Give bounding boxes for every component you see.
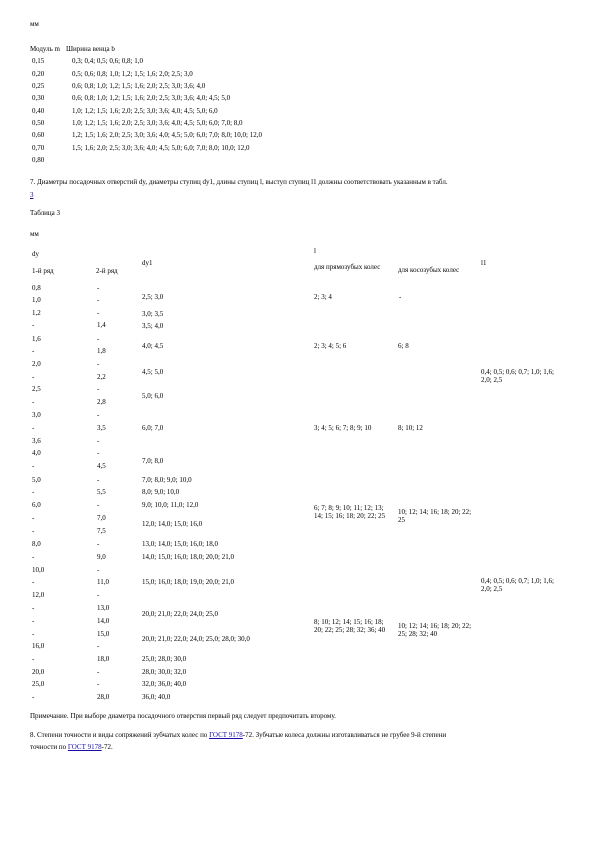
cell-dy-row2: 1,8: [97, 347, 106, 355]
cell-dy-row2: -: [97, 284, 100, 292]
cell-l1: 0,4; 0,5; 0,6; 0,7; 1,0; 1,6; 2,0; 2,5: [481, 368, 554, 385]
paragraph-7-text: 7. Диаметры посадочных отверстий dy, диаметры ступиц dy1, длины ступиц l, выступ ступиц l1 должны соответствовать указанным в табл.: [30, 178, 448, 186]
cell-dy-row2: -: [97, 566, 100, 574]
cell-dy1: 8,0; 9,0; 10,0: [142, 488, 180, 496]
paragraph-8-line1: [30, 731, 446, 739]
cell-dy1: 32,0; 36,0; 40,0: [142, 680, 187, 688]
table-cell-widths: 1,5; 1,6; 2,0; 2,5; 3,0; 3,6; 4,0; 4,5; 5,0; 6,0; 7,0; 8,0; 10,0; 12,0: [72, 144, 250, 152]
cell-dy-row2: 14,0: [97, 617, 110, 625]
paragraph-7: [30, 178, 448, 186]
cell-l-helical: 6; 8: [398, 342, 409, 350]
header-dy1: dy1: [142, 259, 153, 267]
cell-dy-row2: -: [97, 680, 100, 688]
cell-dy-row1: 5,0: [32, 476, 41, 484]
table-cell-widths: 0,3; 0,4; 0,5; 0,6; 0,8; 1,0: [72, 57, 143, 65]
table-cell-module: 0,15: [32, 57, 45, 65]
cell-l1: 0,4; 0,5; 0,6; 0,7; 1,0; 1,6; 2,0; 2,5: [481, 577, 554, 594]
cell-dy-row1: 1,2: [32, 309, 41, 317]
cell-dy-row1: 3,6: [32, 437, 41, 445]
cell-dy-row1: 8,0: [32, 540, 41, 548]
cell-dy-row1: -: [32, 398, 35, 406]
cell-dy-row1: -: [32, 424, 35, 432]
cell-dy-row1: -: [32, 488, 35, 496]
table-cell-widths: 0,6; 0,8; 1,0; 1,2; 1,5; 1,6; 2,0; 2,5; 3,0; 3,6; 4,0: [72, 82, 206, 90]
cell-dy-row2: -: [97, 411, 100, 419]
cell-dy-row2: 7,0: [97, 514, 106, 522]
cell-dy-row1: -: [32, 321, 35, 329]
table-note: Примечание. При выборе диаметра посадочного отверстия первый ряд следует предпочитать второму.: [30, 712, 336, 720]
cell-dy1: 25,0; 28,0; 30,0: [142, 655, 187, 663]
cell-dy-row2: -: [97, 501, 100, 509]
cell-dy1: 6,0; 7,0: [142, 424, 164, 432]
cell-dy1: 3,5; 4,0: [142, 322, 164, 330]
cell-dy-row2: -: [97, 335, 100, 343]
unit-label: мм: [30, 230, 39, 238]
table-3-link[interactable]: 3: [30, 191, 34, 199]
cell-dy-row1: 3,0: [32, 411, 41, 419]
table-cell-widths: 1,2; 1,5; 1,6; 2,0; 2,5; 3,0; 3,6; 4,0; 4,5; 5,0; 6,0; 7,0; 8,0; 10,0; 12,0: [72, 131, 262, 139]
cell-dy-row1: -: [32, 514, 35, 522]
cell-dy-row2: 11,0: [97, 578, 109, 586]
cell-dy-row2: 13,0: [97, 604, 110, 612]
cell-dy1: 12,0; 14,0; 15,0; 16,0: [142, 520, 203, 528]
cell-dy-row1: 12,0: [32, 591, 45, 599]
paragraph-8-text: точности по: [30, 743, 68, 751]
header-row2: 2-й ряд: [96, 267, 118, 275]
paragraph-8-line2: [30, 743, 113, 751]
gost-link[interactable]: ГОСТ 9178: [67, 743, 102, 751]
cell-dy-row2: 15,0: [97, 630, 110, 638]
cell-dy-row1: -: [32, 527, 35, 535]
cell-dy-row2: 7,5: [97, 527, 106, 535]
cell-dy-row1: 4,0: [32, 449, 41, 457]
table-cell-widths: 1,0; 1,2; 1,5; 1,6; 2,0; 2,5; 3,0; 3,6; 4,0; 4,5; 5,0; 6,0; 7,0; 8,0: [72, 119, 243, 127]
cell-dy-row2: -: [97, 642, 100, 650]
cell-dy-row2: 3,5: [97, 424, 106, 432]
header-l-spur: для прямозубых колес: [314, 263, 381, 271]
table-cell-module: 0,30: [32, 94, 45, 102]
table-header-width: Ширина венца b: [66, 45, 115, 53]
cell-dy-row2: 2,8: [97, 398, 106, 406]
cell-dy-row2: -: [97, 591, 100, 599]
table-cell-module: 0,70: [32, 144, 45, 152]
table-title: Таблица 3: [30, 209, 60, 217]
cell-dy-row1: 6,0: [32, 501, 41, 509]
table-cell-widths: 1,0; 1,2; 1,5; 1,6; 2,0; 2,5; 3,0; 3,6; 4,0; 4,5; 5,0; 6,0: [72, 107, 218, 115]
cell-l-spur: 6; 7; 8; 9; 10; 11; 12; 13; 14; 15; 16; 18; 20; 22; 25: [314, 504, 386, 521]
header-l: l: [314, 247, 316, 255]
cell-dy1: 7,0; 8,0: [142, 457, 164, 465]
header-l1: l1: [481, 259, 487, 267]
table-cell-module: 0,50: [32, 119, 45, 127]
cell-dy-row2: 2,2: [97, 373, 106, 381]
cell-l-helical: 10; 12; 14; 16; 18; 20; 22; 25; 28; 32; 40: [398, 622, 472, 639]
cell-l-spur: 3; 4; 5; 6; 7; 8; 9; 10: [314, 424, 372, 432]
cell-dy1: 20,0; 21,0; 22,0; 24,0; 25,0: [142, 610, 219, 618]
cell-dy1: 36,0; 40,0: [142, 693, 171, 701]
cell-l-spur: 2; 3; 4; 5; 6: [314, 342, 347, 350]
paragraph-8-text: -72. Зубчатые колеса должны изготавливаться не грубее 9-й степени: [242, 731, 447, 739]
cell-dy-row1: 1,0: [32, 296, 41, 304]
cell-dy-row1: -: [32, 462, 35, 470]
header-l-helical: для косозубых колес: [398, 266, 460, 274]
table-cell-widths: 0,5; 0,6; 0,8; 1,0; 1,2; 1,5; 1,6; 2,0; 2,5; 3,0: [72, 70, 193, 78]
cell-dy-row2: -: [97, 476, 100, 484]
cell-dy-row1: -: [32, 617, 35, 625]
cell-dy-row1: 2,5: [32, 385, 41, 393]
unit-label: мм: [30, 20, 39, 28]
gost-link[interactable]: ГОСТ 9178: [209, 731, 243, 739]
cell-dy-row2: -: [97, 385, 100, 393]
cell-dy-row2: 18,0: [97, 655, 110, 663]
cell-dy-row1: 1,6: [32, 335, 41, 343]
cell-dy-row1: 2,0: [32, 360, 41, 368]
cell-dy1: 4,0; 4,5: [142, 342, 164, 350]
cell-dy-row2: -: [97, 449, 100, 457]
table-cell-module: 0,60: [32, 131, 45, 139]
cell-dy-row2: -: [97, 668, 100, 676]
table-cell-module: 0,25: [32, 82, 45, 90]
cell-dy-row1: 20,0: [32, 668, 45, 676]
cell-dy-row1: -: [32, 630, 35, 638]
cell-dy-row2: -: [97, 437, 100, 445]
cell-dy1: 20,0; 21,0; 22,0; 24,0; 25,0; 28,0; 30,0: [142, 635, 250, 643]
paragraph-8-text: -72.: [101, 743, 113, 751]
table-cell-module: 0,40: [32, 107, 45, 115]
cell-dy-row2: -: [97, 360, 100, 368]
cell-dy-row1: 0,8: [32, 284, 41, 292]
cell-dy-row1: 25,0: [32, 680, 45, 688]
table-cell-module: 0,20: [32, 70, 45, 78]
cell-dy1: 2,5; 3,0: [142, 293, 164, 301]
paragraph-8-text: 8. Степени точности и виды сопряжений зубчатых колес по: [30, 731, 210, 739]
cell-dy1: 14,0; 15,0; 16,0; 18,0; 20,0; 21,0: [142, 553, 234, 561]
cell-dy-row1: -: [32, 347, 35, 355]
cell-dy-row1: 16,0: [32, 642, 45, 650]
cell-dy-row1: 10,0: [32, 566, 45, 574]
cell-dy-row2: -: [97, 309, 100, 317]
cell-l-helical: 8; 10; 12: [398, 424, 423, 432]
cell-dy-row1: -: [32, 604, 35, 612]
cell-dy1: 7,0; 8,0; 9,0; 10,0: [142, 476, 192, 484]
cell-dy-row2: -: [97, 540, 100, 548]
table-header-module: Модуль m: [30, 45, 60, 53]
cell-dy-row2: 4,5: [97, 462, 106, 470]
cell-dy1: 3,0; 3,5: [142, 310, 164, 318]
cell-dy-row2: -: [97, 296, 100, 304]
cell-l-helical: -: [399, 293, 402, 301]
cell-dy-row2: 9,0: [97, 553, 106, 561]
cell-dy1: 28,0; 30,0; 32,0: [142, 668, 187, 676]
cell-dy-row1: -: [32, 578, 35, 586]
cell-l-helical: 10; 12; 14; 16; 18; 20; 22; 25: [398, 508, 472, 525]
cell-dy1: 4,5; 5,0: [142, 368, 164, 376]
cell-dy-row2: 5,5: [97, 488, 106, 496]
cell-dy1: 13,0; 14,0; 15,0; 16,0; 18,0: [142, 540, 219, 548]
table-cell-widths: 0,6; 0,8; 1,0; 1,2; 1,5; 1,6; 2,0; 2,5; 3,0; 3,6; 4,0; 4,5; 5,0: [72, 94, 231, 102]
table-cell-module: 0,80: [32, 156, 45, 164]
header-dy: dy: [32, 250, 39, 258]
cell-dy-row2: 28,0: [97, 693, 110, 701]
cell-dy1: 9,0; 10,0; 11,0; 12,0: [142, 501, 199, 509]
header-row1: 1-й ряд: [32, 267, 54, 275]
cell-dy-row1: -: [32, 373, 35, 381]
cell-dy-row1: -: [32, 693, 35, 701]
cell-dy1: 15,0; 16,0; 18,0; 19,0; 20,0; 21,0: [142, 578, 234, 586]
cell-l-spur: 2; 3; 4: [314, 293, 332, 301]
cell-dy-row1: -: [32, 553, 35, 561]
cell-dy-row2: 1,4: [97, 321, 106, 329]
cell-dy1: 5,0; 6,0: [142, 392, 164, 400]
cell-l-spur: 8; 10; 12; 14; 15; 16; 18; 20; 22; 25; 28; 32; 36; 40: [314, 618, 386, 635]
cell-dy-row1: -: [32, 655, 35, 663]
